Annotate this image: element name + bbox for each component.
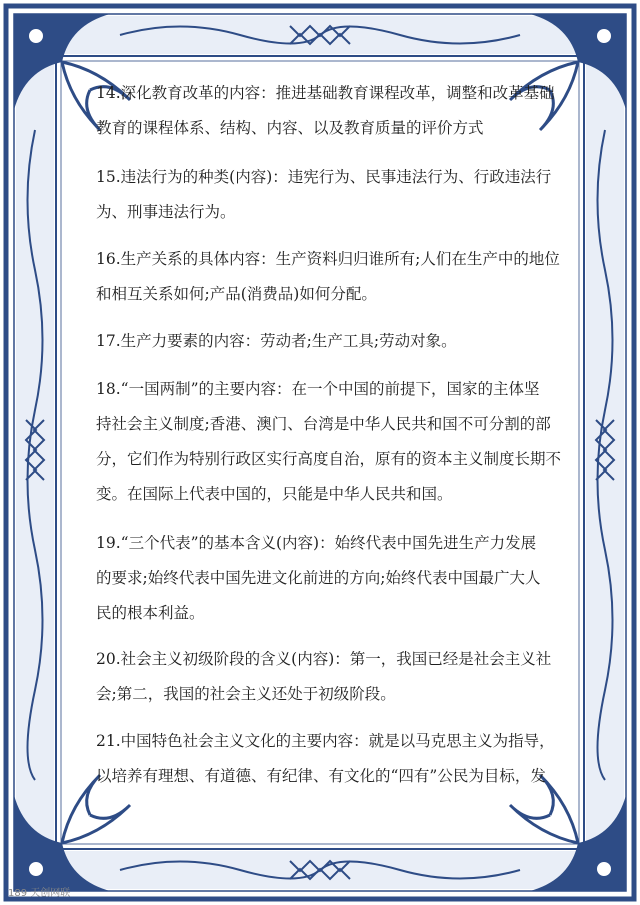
paragraph-line: 民的根本利益。 (96, 604, 205, 622)
paragraph-line: 的要求;始终代表中国先进文化前进的方向;始终代表中国最广大人 (96, 569, 541, 587)
paragraph-line: 和相互关系如何;产品(消费品)如何分配。 (96, 285, 377, 303)
paragraph-19 (96, 526, 556, 631)
paragraph-line: 会;第二，我国的社会主义还处于初级阶段。 (96, 685, 396, 703)
paragraph-line: 教育的课程体系、结构、内容、以及教育质量的评价方式 (96, 119, 484, 137)
paragraph-18 (96, 372, 562, 512)
paragraph-line: 20.社会主义初级阶段的含义(内容)：第一，我国已经是社会主义社 (96, 650, 552, 668)
paragraph-line: 16.生产关系的具体内容：生产资料归归谁所有;人们在生产中的地位 (96, 250, 560, 268)
paragraph-line: 19.“三个代表”的基本含义(内容)：始终代表中国先进生产力发展 (96, 534, 537, 552)
paragraph-line: 15.违法行为的种类(内容)：违宪行为、民事违法行为、行政违法行 (96, 168, 552, 186)
paragraph-16 (96, 242, 560, 312)
paragraph-line: 18.“一国两制”的主要内容：在一个中国的前提下，国家的主体坚 (96, 380, 540, 398)
paragraph-line: 分，它们作为特别行政区实行高度自治，原有的资本主义制度长期不 (96, 450, 562, 468)
paragraph-21 (96, 724, 556, 794)
paragraph-line: 14.深化教育改革的内容：推进基础教育课程改革，调整和改革基础 (96, 84, 555, 102)
paragraph-line: 持社会主义制度;香港、澳门、台湾是中华人民共和国不可分割的部 (96, 415, 551, 433)
paragraph-20 (96, 642, 556, 712)
watermark: 189 天创网联 (8, 888, 71, 899)
paragraph-line: 变。在国际上代表中国的，只能是中华人民共和国。 (96, 485, 453, 503)
paragraph-17 (96, 324, 556, 359)
paragraph-line: 21.中国特色社会主义文化的主要内容：就是以马克思主义为指导， (96, 732, 555, 750)
paragraph-line: 为、刑事违法行为。 (96, 203, 236, 221)
paragraph-line: 以培养有理想、有道德、有纪律、有文化的“四有”公民为目标，发 (96, 767, 546, 785)
paragraph-14 (96, 76, 556, 146)
paragraph-line: 17.生产力要素的内容：劳动者;生产工具;劳动对象。 (96, 332, 457, 350)
paragraph-15 (96, 160, 556, 230)
